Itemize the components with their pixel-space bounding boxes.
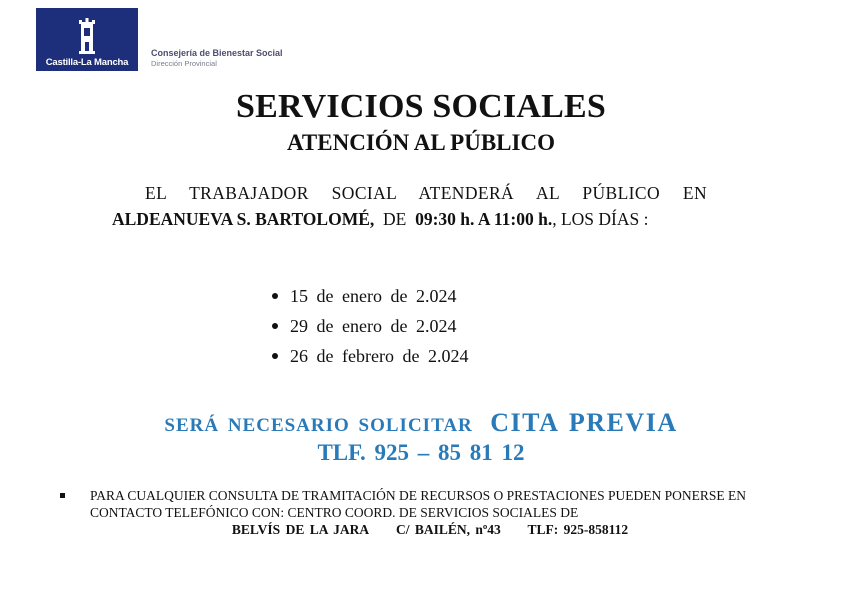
appointment-emphasis: CITA PREVIA [490, 408, 678, 437]
dates-list [272, 281, 468, 371]
page-title: SERVICIOS SOCIALES [236, 88, 606, 125]
note-address: C/ BAILÉN, nº43 [395, 522, 501, 537]
appointment-notice [0, 408, 842, 438]
bullet-icon [272, 293, 278, 299]
list-item [272, 341, 468, 371]
intro-details [112, 209, 742, 230]
castilla-la-mancha-logo [36, 8, 138, 71]
note-text: PARA CUALQUIER CONSULTA DE TRAMITACIÓN DE RECURSOS O PRESTACIONES PUEDEN PONERSE EN CONTACTO TELEFÓNICO CON: CENTRO COORD. DE SERVICIOS SOCIALES DE [90, 488, 746, 520]
date-text: 26 de febrero de 2.024 [290, 346, 469, 366]
contact-note [60, 487, 800, 538]
date-text: 29 de enero de 2.024 [290, 316, 457, 336]
appointment-prefix: SERÁ NECESARIO SOLICITAR [164, 415, 473, 436]
intro-tail: , LOS DÍAS : [552, 209, 649, 229]
note-contact-line [60, 521, 800, 538]
list-item [272, 311, 468, 341]
date-text: 15 de enero de 2.024 [290, 286, 457, 306]
department-subtitle: Dirección Provincial [151, 59, 217, 68]
intro-de: DE [383, 209, 407, 229]
bullet-icon [272, 323, 278, 329]
note-location: BELVÍS DE LA JARA [231, 522, 370, 537]
department-name: Consejería de Bienestar Social [151, 48, 283, 58]
list-item [272, 281, 468, 311]
location-name: ALDEANUEVA S. BARTOLOMÉ, [112, 209, 375, 229]
logo-text: Castilla-La Mancha [45, 57, 129, 68]
note-phone: TLF: 925-858112 [527, 522, 629, 537]
department-block [151, 48, 283, 68]
appointment-phone: TLF. 925 – 85 81 12 [317, 440, 525, 465]
bullet-icon [272, 353, 278, 359]
schedule-time: 09:30 h. A 11:00 h. [415, 209, 553, 229]
square-bullet-icon [60, 493, 65, 498]
page-subtitle: ATENCIÓN AL PÚBLICO [287, 130, 555, 155]
intro-line: EL TRABAJADOR SOCIAL ATENDERÁ AL PÚBLICO EN [145, 183, 707, 203]
castle-crest-icon [77, 18, 97, 56]
